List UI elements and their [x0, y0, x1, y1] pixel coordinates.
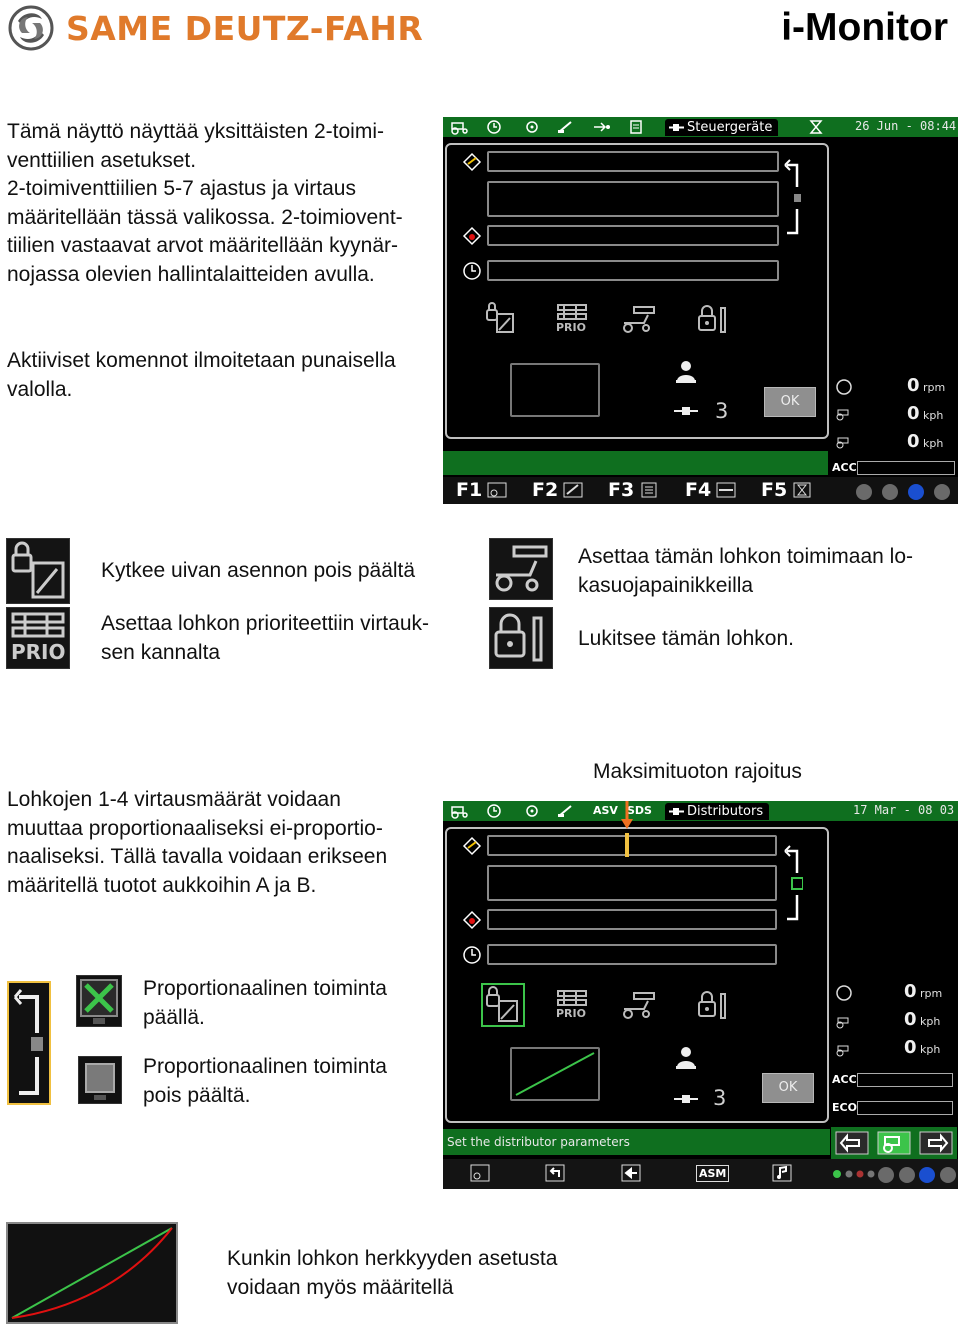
screen-top-bar — [443, 117, 958, 137]
param-field-3[interactable] — [487, 909, 777, 930]
asm-button[interactable]: ASM — [696, 1165, 729, 1182]
status-message: Set the distributor parameters — [447, 1135, 630, 1149]
speed-gauge-1 — [907, 403, 943, 424]
tractor-tab-icon[interactable] — [449, 803, 471, 819]
unchecked-box-icon — [79, 1057, 121, 1103]
clock-readout: 17 Mar - 08 03 — [853, 803, 955, 817]
proportional-slider-legend — [7, 981, 51, 1105]
speed-icon-2 — [834, 435, 854, 449]
ok-button[interactable]: OK — [762, 1073, 814, 1103]
speed-gauge-2 — [907, 431, 943, 452]
screen-top-bar-2 — [443, 801, 958, 821]
proportional-slider[interactable] — [783, 157, 803, 239]
legend-fender-text: Asettaa tämän lohkon toimimaan lo- kasuojapainikkeilla — [578, 545, 914, 597]
valve-tab-icon — [668, 807, 685, 816]
status-strip — [443, 1129, 830, 1155]
proportional-slider[interactable] — [783, 843, 803, 925]
param-field-3[interactable] — [487, 225, 779, 246]
document-tab-icon[interactable] — [625, 119, 647, 135]
brand-logo — [8, 6, 423, 50]
lock-legend-icon — [489, 607, 553, 669]
operator-icon — [673, 1045, 699, 1071]
sensitivity-curve-icon — [8, 1224, 176, 1322]
speed-value-1: 0 — [904, 1009, 917, 1030]
document-title: i-Monitor — [781, 6, 948, 49]
speed-unit-2: kph — [923, 437, 944, 450]
sdf-emblem-icon — [8, 5, 54, 51]
lock-block-icon — [490, 608, 552, 668]
prio-label: PRIO — [556, 1007, 586, 1020]
valve-small-icon — [673, 1093, 699, 1105]
legend-prio-text: Asettaa lohkon prioriteettiin virtauk- sen kannalta — [101, 612, 429, 664]
lock-block-icon[interactable] — [695, 302, 731, 336]
clock-readout: 26 Jun - 08:44 — [855, 119, 957, 133]
proportional-on-text: Proportionaalinen toiminta päällä. — [143, 977, 387, 1029]
float-off-icon — [483, 985, 523, 1025]
param-field-4[interactable] — [487, 260, 779, 281]
operator-icon — [673, 359, 699, 385]
return-icon[interactable] — [544, 1163, 566, 1183]
tab-label: Steuergeräte — [687, 120, 773, 135]
hitch-tab-icon[interactable] — [555, 803, 577, 819]
intro-paragraph: Tämä näyttö näyttää yksittäisten 2-toimi- venttiilien asetukset. 2-toimiventtiilien 5-7 ajastus ja virtaus määritellään tässä valikossa. 2-toimiovent- tiilien vastaavat arvot määritellään kyynär- nojassa olevien hallintalaitteiden avulla. — [7, 120, 403, 286]
f1-tractor-icon — [486, 481, 508, 499]
linear-curve-graph — [512, 1049, 598, 1099]
param-field-1[interactable] — [487, 151, 779, 172]
engine-tab-icon[interactable] — [521, 803, 543, 819]
left-arrow-icon[interactable] — [620, 1163, 642, 1183]
rpm-unit: rpm — [923, 381, 946, 394]
proportional-off-icon — [78, 1056, 122, 1104]
speed-value-2: 0 — [904, 1037, 917, 1058]
clock-tab-icon[interactable] — [483, 803, 505, 819]
timing-icon — [461, 151, 483, 173]
asv-tab[interactable]: ASV — [593, 804, 618, 817]
prio-label: PRIO — [556, 321, 586, 334]
checked-box-icon — [77, 976, 121, 1026]
speed-icon-2 — [834, 1043, 854, 1057]
tab-steuergeraete[interactable] — [665, 119, 778, 136]
max-output-label: Maksimituoton rajoitus — [593, 760, 802, 783]
page-indicator-dots — [831, 1168, 875, 1180]
speed-gauge-2 — [904, 1037, 940, 1058]
sensitivity-text: Kunkin lohkon herkkyyden asetusta voidaan myös määritellä — [227, 1247, 558, 1299]
legend-float-off-text: Kytkee uivan asennon pois päältä — [101, 559, 416, 582]
timer-icon — [461, 260, 483, 282]
forward-arrow-icon[interactable] — [919, 1131, 953, 1155]
active-commands-paragraph: Aktiiviset komennot ilmoitetaan punaisella valolla. — [7, 349, 396, 401]
fender-legend-icon — [489, 538, 553, 600]
f5-key[interactable]: F5 — [761, 479, 788, 501]
engine-tab-icon[interactable] — [521, 119, 543, 135]
legend-lock-text: Lukitsee tämän lohkon. — [578, 627, 794, 650]
status-icons — [877, 1166, 957, 1184]
valve-number: 3 — [713, 1086, 727, 1110]
f1-key[interactable]: F1 — [456, 479, 483, 501]
tab-label: Distributors — [687, 804, 764, 819]
f2-key[interactable]: F2 — [532, 479, 559, 501]
prio-icon[interactable] — [554, 301, 590, 337]
prio-legend-icon — [6, 607, 70, 669]
rpm-gauge — [904, 981, 942, 1002]
acc-bar — [857, 461, 955, 475]
back-arrow-icon[interactable] — [835, 1131, 869, 1155]
f4-valve-icon — [715, 481, 737, 499]
eco-label: ECO — [832, 1101, 857, 1114]
tractor-settings-icon[interactable] — [469, 1163, 491, 1183]
flow-rates-paragraph: Lohkojen 1-4 virtausmäärät voidaan muuttaa proportionaaliseksi ei-proportio- naaliseksi. Tällä tavalla voidaan erikseen määritellä tuotot aukkoihin A ja B. — [7, 788, 388, 897]
sds-tab[interactable]: SDS — [627, 804, 652, 817]
tractor-nav-icon[interactable] — [877, 1131, 911, 1155]
timing-icon — [461, 835, 483, 857]
status-icons — [855, 483, 951, 501]
rpm-gauge — [907, 375, 945, 396]
rpm-icon — [834, 377, 854, 397]
fender-buttons-icon[interactable] — [620, 989, 658, 1021]
f3-document-icon — [638, 481, 660, 499]
brand-name: SAME DEUTZ-FAHR — [66, 8, 424, 48]
acc-label: ACC — [832, 461, 857, 474]
prio-legend-label: PRIO — [11, 640, 66, 664]
float-off-icon — [7, 539, 69, 603]
screen-distributor-settings — [443, 117, 958, 504]
float-off-legend-icon — [6, 538, 70, 604]
speed-value-2: 0 — [907, 431, 920, 452]
f4-key[interactable]: F4 — [685, 479, 712, 501]
f2-hitch-icon — [562, 481, 584, 499]
sensitivity-curve-graph — [6, 1222, 178, 1324]
prio-icon[interactable] — [554, 987, 590, 1023]
rpm-value: 0 — [907, 375, 920, 396]
acc-label: ACC — [832, 1073, 857, 1086]
fender-buttons-icon[interactable] — [620, 303, 658, 335]
clock-tab-icon[interactable] — [483, 119, 505, 135]
f3-key[interactable]: F3 — [608, 479, 635, 501]
tab-distributors[interactable] — [665, 803, 769, 820]
pto-tab-icon[interactable] — [591, 119, 613, 135]
float-off-button-active[interactable] — [481, 983, 525, 1027]
proportional-slider-icon — [9, 983, 49, 1103]
speed-icon — [834, 407, 854, 421]
valve-small-icon — [673, 405, 699, 417]
valve-tab-icon — [668, 123, 685, 132]
flow-icon — [461, 909, 483, 931]
speed-gauge-1 — [904, 1009, 940, 1030]
hitch-tab-icon[interactable] — [555, 119, 577, 135]
screen-distributors — [443, 801, 958, 1189]
acc-strip — [443, 451, 828, 475]
curve-preview-box[interactable] — [510, 363, 600, 417]
rpm-unit: rpm — [920, 987, 943, 1000]
rpm-icon — [834, 983, 854, 1003]
valve-number: 3 — [715, 399, 729, 423]
acc-bar — [857, 1073, 953, 1087]
max-output-marker — [619, 801, 635, 861]
param-field-2[interactable] — [487, 865, 777, 901]
flow-icon — [461, 225, 483, 247]
speed-value-1: 0 — [907, 403, 920, 424]
tractor-tab-icon[interactable] — [449, 119, 471, 135]
nav-button-group — [831, 1127, 957, 1159]
eco-bar — [857, 1101, 953, 1115]
prio-valve-icon — [7, 608, 69, 644]
float-off-icon[interactable] — [483, 300, 517, 336]
sound-icon[interactable] — [771, 1163, 793, 1183]
speed-icon — [834, 1015, 854, 1029]
speed-unit-1: kph — [920, 1015, 941, 1028]
param-field-2[interactable] — [487, 181, 779, 217]
f5-hourglass-icon — [791, 481, 813, 499]
speed-unit-1: kph — [923, 409, 944, 422]
speed-unit-2: kph — [920, 1043, 941, 1056]
lock-block-icon[interactable] — [695, 988, 731, 1022]
curve-preview-box[interactable] — [510, 1047, 600, 1101]
hourglass-tab-icon[interactable] — [805, 119, 827, 135]
proportional-on-icon — [76, 975, 122, 1027]
proportional-off-text: Proportionaalinen toiminta pois päältä. — [143, 1055, 387, 1107]
rpm-value: 0 — [904, 981, 917, 1002]
param-field-4[interactable] — [487, 944, 777, 965]
timer-icon — [461, 944, 483, 966]
ok-button[interactable]: OK — [764, 387, 816, 417]
fender-buttons-icon — [490, 539, 552, 599]
